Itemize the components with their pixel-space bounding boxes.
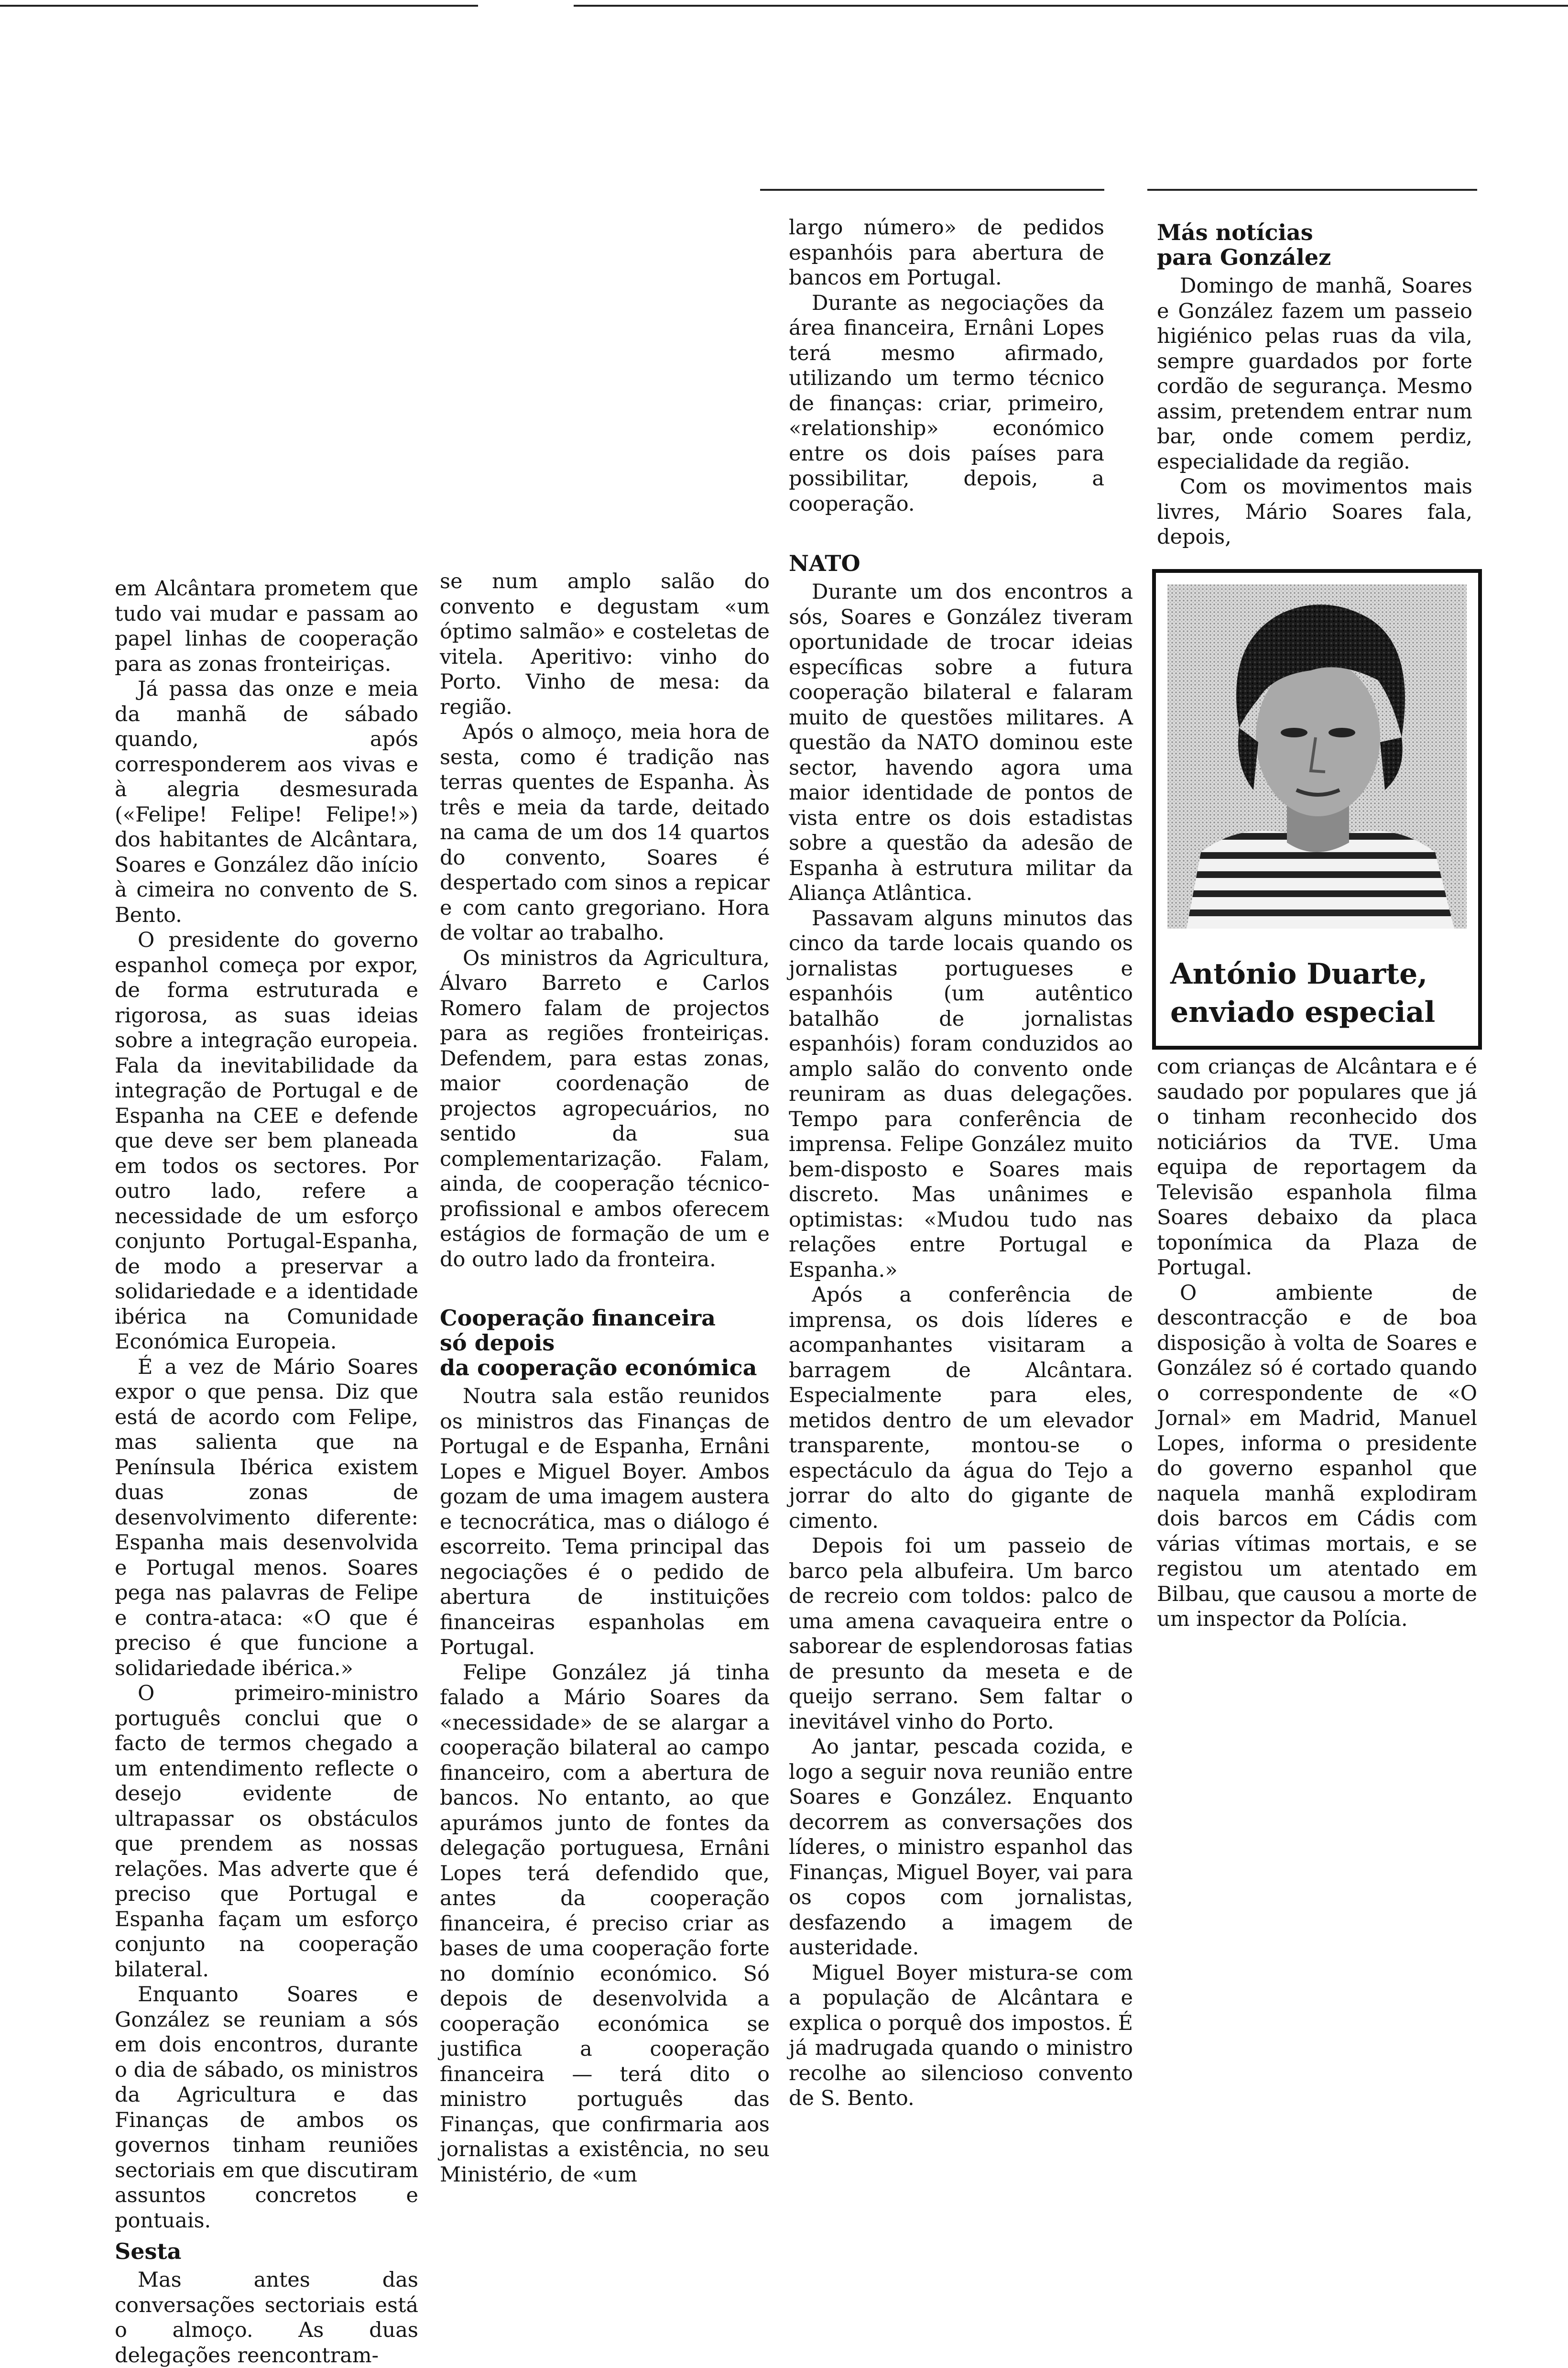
col2-paragraph: Após o almoço, meia hora de sesta, como é tradição nas terras quentes de Espanha. Às três e meia da tarde, deitado na cama de um dos 14 quartos do convento, Soares é despertado com sinos a repicar e com canto gregoriano. Hora de voltar ao trabalho. bbox=[440, 720, 770, 945]
column-4-top-rule bbox=[1147, 189, 1477, 191]
heading-line: Más notícias bbox=[1157, 219, 1313, 245]
col1-paragraph: Enquanto Soares e González se reuniam a sós em dois encontros, durante o dia de sábado, os ministros da Agricultura e das Finanças de ambos os governos tinham reuniões sectoriais em que discutiram assuntos concretos e pontuais. bbox=[115, 1983, 418, 2233]
caption-name: António Duarte, bbox=[1170, 957, 1428, 991]
col1-paragraph: Já passa das onze e meia da manhã de sábado quando, após corresponderem aos vivas e à alegria desmesurada («Felipe! Felipe! Felipe!») dos habitantes de Alcântara, Soares e González dão início à cimeira no convento de S. Bento. bbox=[115, 677, 418, 927]
nato-paragraph: Durante um dos encontros a sós, Soares e González tiveram oportunidade de trocar ideias específicas sobre a futura cooperação bilateral e falaram muito de questões militares. A questão da NATO dominou este sector, havendo agora uma maior identidade de pontos de vista entre os dois estadistas sobre a questão da adesão de Espanha à estrutura militar da Aliança Atlântica. bbox=[789, 580, 1133, 905]
col3-paragraph: largo número» de pedidos espanhóis para abertura de bancos em Portugal. bbox=[789, 216, 1104, 290]
col1-paragraph: O presidente do governo espanhol começa por expor, de forma estruturada e rigorosa, as suas ideias sobre a integração europeia. Fala da inevitabilidade da integração de Portugal e de Espanha na CEE e defende que deve ser bem planeada em todos os sectores. Por outro lado, refere a necessidade de um esforço conjunto Portugal-Espanha, de modo a preservar a solidariedade e a identidade ibérica na Comunidade Económica Europeia. bbox=[115, 928, 418, 1354]
column-4-bottom bbox=[1157, 1054, 1477, 1632]
reporter-photo-box bbox=[1152, 569, 1482, 1050]
col2-paragraph: Os ministros da Agricultura, Álvaro Barreto e Carlos Romero falam de projectos para as regiões fronteiriças. Defendem, para estas zonas, maior coordenação de projectos agropecuários, no sentido da sua complementarização. Falam, ainda, de cooperação técnico-profissional e ambos oferecem estágios de formação de um e do outro lado da fronteira. bbox=[440, 946, 770, 1272]
col4-paragraph: com crianças de Alcântara e é saudado por populares que já o tinham reconhecido dos noticiários da TVE. Uma equipa de reportagem da Televisão espanhola filma Soares debaixo da placa toponímica da Plaza de Portugal. bbox=[1157, 1055, 1477, 1280]
subheading-nato: NATO bbox=[789, 550, 860, 576]
col1-paragraph: É a vez de Mário Soares expor o que pensa. Diz que está de acordo com Felipe, mas salienta que na Península Ibérica existem duas zonas de desenvolvimento diferente: Espanha mais desenvolvida e Portugal menos. Soares pega nas palavras de Felipe e contra-ataca: «O que é preciso é que funcione a solidariedade ibérica.» bbox=[115, 1355, 418, 1680]
coop-paragraph: Noutra sala estão reunidos os ministros das Finanças de Portugal e de Espanha, Ernâni Lopes e Miguel Boyer. Ambos gozam de uma imagem austera e tecnocrática, mas o diálogo é escorreito. Tema principal das negociações é o pedido de abertura de instituições financeiras espanholas em Portugal. bbox=[440, 1384, 770, 1659]
col4-paragraph: O ambiente de descontracção e de boa disposição à volta de Soares e González só é cortado quando o correspondente de «O Jornal» em Madrid, Manuel Lopes, informa o presidente do governo espanhol que naquela manhã explodiram dois barcos em Cádis com várias vítimas mortais, e se registou um atentado em Bilbau, que causou a morte de um inspector da Polícia. bbox=[1157, 1281, 1477, 1631]
column-3-nato bbox=[789, 545, 1133, 2111]
col1-paragraph: em Alcântara prometem que tudo vai mudar e passam ao papel linhas de cooperação para as zonas fronteiriças. bbox=[115, 577, 418, 676]
column-3-top bbox=[789, 215, 1104, 516]
col3-paragraph: Durante as negociações da área financeira, Ernâni Lopes terá mesmo afirmado, utilizando um termo técnico de finanças: criar, primeiro, «relationship» económico entre os dois países para possibilitar, depois, a cooperação. bbox=[789, 291, 1104, 516]
top-rule-right bbox=[574, 5, 1568, 7]
nato-paragraph: Após a conferência de imprensa, os dois líderes e acompanhantes visitaram a barragem de Alcântara. Especialmente para eles, metidos dentro de um elevador transparente, montou-se o espectáculo da água do Tejo a jorrar do alto do gigante de cimento. bbox=[789, 1283, 1133, 1533]
coop-paragraph: Felipe González já tinha falado a Mário Soares da «necessidade» de se alargar a cooperação bilateral ao campo financeiro, com a abertura de bancos. No entanto, ao que apurámos junto de fontes da delegação portuguesa, Ernâni Lopes terá defendido que, antes da cooperação financeira, é preciso criar as bases de uma cooperação forte no domínio económico. Só depois de desenvolvida a cooperação económica se justifica a cooperação financeira — terá dito o ministro português das Finanças, que confirmaria aos jornalistas a existência, no seu Ministério, de «um bbox=[440, 1660, 770, 2187]
col1-paragraph: O primeiro-ministro português conclui que o facto de termos chegado a um entendimento reflecte o desejo evidente de ultrapassar os obstáculos que prendem as nossas relações. Mas adverte que é preciso que Portugal e Espanha façam um esforço conjunto na cooperação bilateral. bbox=[115, 1681, 418, 1982]
reporter-portrait-image bbox=[1167, 584, 1467, 929]
sesta-paragraph: Mas antes das conversações sectoriais está o almoço. As duas delegações reencontram- bbox=[115, 2268, 418, 2368]
nato-paragraph: Miguel Boyer mistura-se com a população de Alcântara e explica o porquê dos impostos. É já madrugada quando o ministro recolhe ao silencioso convento de S. Bento. bbox=[789, 1961, 1133, 2110]
heading-line: Cooperação financeira bbox=[440, 1305, 716, 1331]
heading-line: para González bbox=[1157, 244, 1331, 270]
nato-paragraph: Depois foi um passeio de barco pela albufeira. Um barco de recreio com toldos: palco de uma amena cavaqueira entre o saborear de esplendorosas fatias de presunto da meseta e de queijo serrano. Sem faltar o inevitável vinho do Porto. bbox=[789, 1534, 1133, 1734]
photo-caption bbox=[1170, 955, 1464, 1031]
top-rule-left bbox=[0, 5, 478, 7]
mas-paragraph: Com os movimentos mais livres, Mário Soares fala, depois, bbox=[1157, 475, 1472, 549]
column-4-top bbox=[1157, 220, 1472, 550]
caption-role: enviado especial bbox=[1170, 996, 1436, 1029]
heading-line: da cooperação económica bbox=[440, 1355, 757, 1381]
column-3-top-rule bbox=[760, 189, 1104, 191]
nato-paragraph: Ao jantar, pescada cozida, e logo a seguir nova reunião entre Soares e González. Enquanto decorrem as conversações dos líderes, o ministro espanhol das Finanças, Miguel Boyer, vai para os copos com jornalistas, desfazendo a imagem de austeridade. bbox=[789, 1735, 1133, 1960]
subheading-mas-noticias bbox=[1157, 220, 1472, 270]
subheading-cooperacao-financeira bbox=[440, 1305, 770, 1380]
heading-line: só depois bbox=[440, 1330, 555, 1356]
column-2 bbox=[440, 569, 770, 2187]
subheading-sesta: Sesta bbox=[115, 2238, 182, 2264]
col2-paragraph: se num amplo salão do convento e degustam «um óptimo salmão» e costeletas de vitela. Aperitivo: vinho do Porto. Vinho de mesa: da região. bbox=[440, 570, 770, 719]
mas-paragraph: Domingo de manhã, Soares e González fazem um passeio higiénico pelas ruas da vila, sempre guardados por forte cordão de segurança. Mesmo assim, pretendem entrar num bar, onde comem perdiz, especialidade da região. bbox=[1157, 274, 1472, 474]
nato-paragraph: Passavam alguns minutos das cinco da tarde locais quando os jornalistas portugueses e espanhóis (um autêntico batalhão de jornalistas espanhóis) foram conduzidos ao amplo salão do convento onde reuniram as duas delegações. Tempo para conferência de imprensa. Felipe González muito bem-disposto e Soares mais discreto. Mas unânimes e optimistas: «Mudou tudo nas relações entre Portugal e Espanha.» bbox=[789, 906, 1133, 1282]
column-1 bbox=[115, 576, 418, 2368]
